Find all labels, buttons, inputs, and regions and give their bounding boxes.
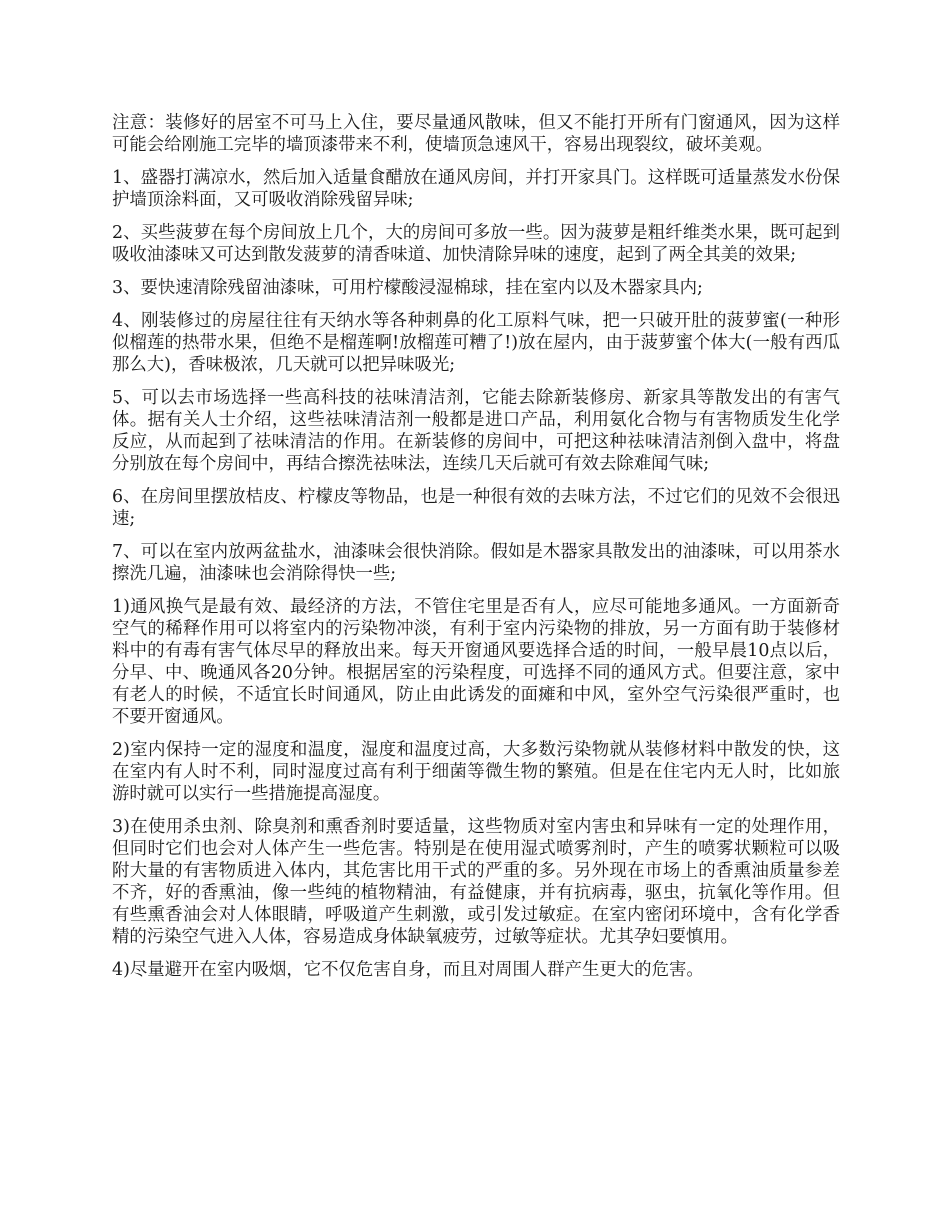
paragraph-measure-1: 1)通风换气是最有效、最经济的方法，不管住宅里是否有人，应尽可能地多通风。一方面新奇空气的稀释作用可以将室内的污染物冲淡，有利于室内污染物的排放，另一方面有助于装修材料中的有毒有害气体尽早的释放出来。每天开窗通风要选择合适的时间，一般早晨10点以后，分早、中、晚通风各20分钟。根据居室的污染程度，可选择不同的通风方式。但要注意，家中有老人的时候，不适宜长时间通风，防止由此诱发的面瘫和中风，室外空气污染很严重时，也不要开窗通风。 xyxy=(112,597,840,727)
paragraph-tip-7: 7、可以在室内放两盆盐水，油漆味会很快消除。假如是木器家具散发出的油漆味，可以用茶水擦洗几遍，油漆味也会消除得快一些; xyxy=(112,542,840,584)
paragraph-tip-3: 3、要快速清除残留油漆味，可用柠檬酸浸湿棉球，挂在室内以及木器家具内; xyxy=(112,278,703,298)
paragraph-tip-6: 6、在房间里摆放桔皮、柠檬皮等物品，也是一种很有效的去味方法，不过它们的见效不会很迅速; xyxy=(112,487,840,529)
paragraph-measure-3: 3)在使用杀虫剂、除臭剂和熏香剂时要适量，这些物质对室内害虫和异味有一定的处理作用，但同时它们也会对人体产生一些危害。特别是在使用湿式喷雾剂时，产生的喷雾状颗粒可以吸附大量的有害物质进入体内，其危害比用干式的严重的多。另外现在市场上的香熏油质量参差不齐，好的香熏油，像一些纯的植物精油，有益健康，并有抗病毒，驱虫，抗氧化等作用。但有些熏香油会对人体眼睛，呼吸道产生刺激，或引发过敏症。在室内密闭环境中，含有化学香精的污染空气进入人体，容易造成身体缺氧疲劳，过敏等症状。尤其孕妇要慎用。 xyxy=(112,817,840,947)
paragraph-measure-2: 2)室内保持一定的湿度和温度，湿度和温度过高，大多数污染物就从装修材料中散发的快，这在室内有人时不利，同时湿度过高有利于细菌等微生物的繁殖。但是在住宅内无人时，比如旅游时就可以实行一些措施提高湿度。 xyxy=(112,740,840,804)
paragraph-tip-4: 4、刚装修过的房屋往往有天纳水等各种刺鼻的化工原料气味，把一只破开肚的菠萝蜜(一种形似榴莲的热带水果，但绝不是榴莲啊!放榴莲可糟了!)放在屋内，由于菠萝蜜个体大(一般有西瓜那么大)，香味极浓，几天就可以把异味吸光; xyxy=(112,311,840,375)
paragraph-tip-2: 2、买些菠萝在每个房间放上几个，大的房间可多放一些。因为菠萝是粗纤维类水果，既可起到吸收油漆味又可达到散发菠萝的清香味道、加快清除异味的速度，起到了两全其美的效果; xyxy=(112,223,840,265)
paragraph-tip-5: 5、可以去市场选择一些高科技的祛味清洁剂，它能去除新装修房、新家具等散发出的有害气体。据有关人士介绍，这些祛味清洁剂一般都是进口产品，利用氨化合物与有害物质发生化学反应，从而起到了祛味清洁的作用。在新装修的房间中，可把这种祛味清洁剂倒入盘中，将盘分别放在每个房间中，再结合擦洗祛味法，连续几天后就可有效去除难闻气味; xyxy=(112,388,840,474)
paragraph-note: 注意：装修好的居室不可马上入住，要尽量通风散味，但又不能打开所有门窗通风，因为这样可能会给刚施工完毕的墙顶漆带来不利，使墙顶急速风干，容易出现裂纹，破坏美观。 xyxy=(112,113,840,155)
paragraph-measure-4: 4)尽量避开在室内吸烟，它不仅危害自身，而且对周围人群产生更大的危害。 xyxy=(112,960,704,980)
paragraph-tip-1: 1、盛器打满凉水，然后加入适量食醋放在通风房间，并打开家具门。这样既可适量蒸发水份保护墙顶涂料面，又可吸收消除残留异味; xyxy=(112,168,840,210)
document-body xyxy=(112,112,840,992)
